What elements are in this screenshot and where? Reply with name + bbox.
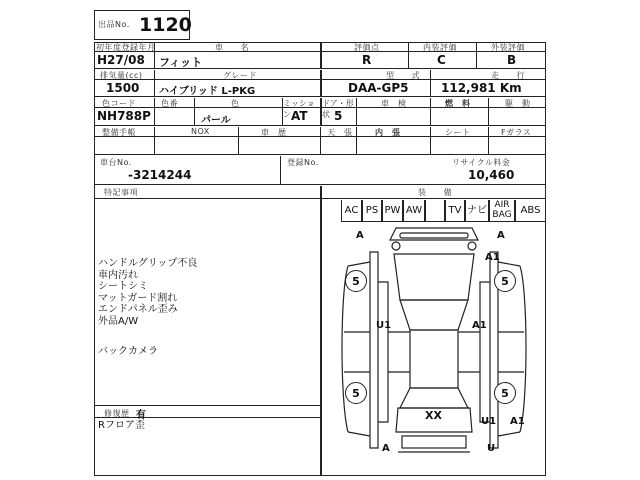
tire-front-left: 5 — [345, 270, 367, 292]
equip-navi: ナビ — [465, 200, 489, 222]
cc-label: 排気量(cc) — [100, 71, 143, 80]
color-no-label: 色番 — [161, 99, 178, 108]
reg-label: 登録No. — [287, 158, 319, 167]
mark-u1-left: U1 — [376, 320, 392, 331]
ceiling-label: 天 張 — [327, 128, 353, 137]
mark-front-left: A — [356, 230, 364, 241]
mark-rear-a: A — [382, 443, 390, 454]
repair-label: 修復歴 — [104, 409, 130, 418]
exterior-value: B — [507, 53, 517, 67]
row2-values — [94, 80, 546, 97]
equip-ps: PS — [362, 200, 382, 222]
notes-line-2: 車内汚れ — [98, 269, 138, 281]
color-code-value: NH788P — [97, 109, 151, 123]
notes-label: 特記事項 — [104, 188, 138, 197]
interior-label: 内装評価 — [423, 43, 457, 52]
repair-header — [94, 406, 320, 421]
grade-value: ハイブリッド L-PKG — [159, 86, 256, 97]
car-name-value: フィット — [159, 56, 203, 69]
equip-pw: PW — [382, 200, 403, 222]
lot-label: 出品No. — [98, 20, 130, 29]
recycle-value: 10,460 — [468, 168, 515, 182]
repair-note: Rフロア歪 — [98, 420, 145, 431]
doors-label: ドア・形状 — [322, 99, 354, 119]
notes-line-8: バックカメラ — [98, 346, 158, 357]
row3-values — [94, 108, 546, 126]
year-value: H27/08 — [97, 53, 145, 67]
inspection-label: 車 検 — [381, 99, 407, 108]
equip-tv: TV — [445, 200, 465, 222]
exterior-label: 外装評価 — [491, 43, 525, 52]
fuel-label: 燃 料 — [445, 99, 471, 108]
repair-value: 有 — [136, 410, 146, 421]
score-value: R — [362, 53, 372, 67]
seat-label: シート — [445, 128, 471, 137]
lot-box — [94, 10, 190, 40]
lot-number: 1120 — [139, 14, 192, 36]
notes-line-4: マットガード割れ — [98, 292, 178, 304]
tire-front-right: 5 — [494, 270, 516, 292]
model-value: DAA-GP5 — [348, 81, 409, 95]
mark-rear-u: U — [487, 443, 496, 454]
color-value: パール — [201, 115, 231, 126]
mark-a1-rear: A1 — [510, 416, 525, 427]
year-label: 初年度登録年月 — [96, 43, 156, 52]
tire-rear-left: 5 — [345, 382, 367, 404]
row2-labels — [94, 70, 546, 80]
model-label: 型 式 — [386, 71, 420, 80]
mission-label: ミッション — [283, 99, 315, 119]
cc-value: 1500 — [106, 81, 140, 95]
mark-a1-right: A1 — [472, 320, 487, 331]
equipment-label: 装 備 — [418, 188, 452, 197]
chassis-label: 車台No. — [100, 158, 132, 167]
mark-rear-center: XX — [425, 409, 442, 422]
color-label: 色 — [231, 99, 240, 108]
interior-tension-label: 内 張 — [375, 128, 401, 137]
notes-line-1: ハンドルグリップ不良 — [98, 258, 198, 269]
equip-airbag: AIR BAG — [489, 200, 515, 222]
mark-front-right: A — [497, 230, 505, 241]
mileage-label: 走 行 — [491, 71, 525, 80]
equip-aw: AW — [403, 200, 425, 222]
drive-label: 駆 動 — [505, 99, 531, 108]
tire-rear-right: 5 — [494, 382, 516, 404]
interior-value: C — [437, 53, 446, 67]
car-damage-diagram — [322, 222, 546, 476]
mark-a1-top-right: A1 — [485, 252, 500, 263]
car-name-label: 車 名 — [215, 43, 249, 52]
nox-label: NOX — [191, 127, 210, 136]
history-label: 車 歴 — [261, 128, 287, 137]
equip-blank — [425, 200, 445, 222]
equip-ac: AC — [341, 200, 362, 222]
doors-value: 5 — [334, 109, 343, 123]
mark-u1-rear: U1 — [481, 416, 497, 427]
mileage-value: 112,981 Km — [441, 81, 522, 95]
notes-line-6: 外品A/W — [98, 315, 139, 327]
grade-label: グレード — [223, 71, 257, 80]
row4-values — [94, 137, 546, 155]
row5 — [94, 156, 546, 185]
row4-labels — [94, 127, 546, 137]
notes-line-5: エンドパネル歪み — [98, 304, 178, 315]
row1-labels — [94, 42, 546, 52]
color-code-label: 色コード — [102, 99, 136, 108]
mission-value: AT — [291, 109, 308, 123]
chassis-value: -3214244 — [128, 168, 192, 182]
row1-values — [94, 52, 546, 69]
equip-abs: ABS — [515, 200, 546, 222]
score-label: 評価点 — [354, 43, 380, 52]
manual-label: 整備手帳 — [102, 128, 136, 137]
notes-line-3: シートシミ — [98, 281, 148, 292]
fglass-label: Fガラス — [501, 128, 532, 137]
recycle-label: リサイクル料金 — [452, 158, 511, 167]
